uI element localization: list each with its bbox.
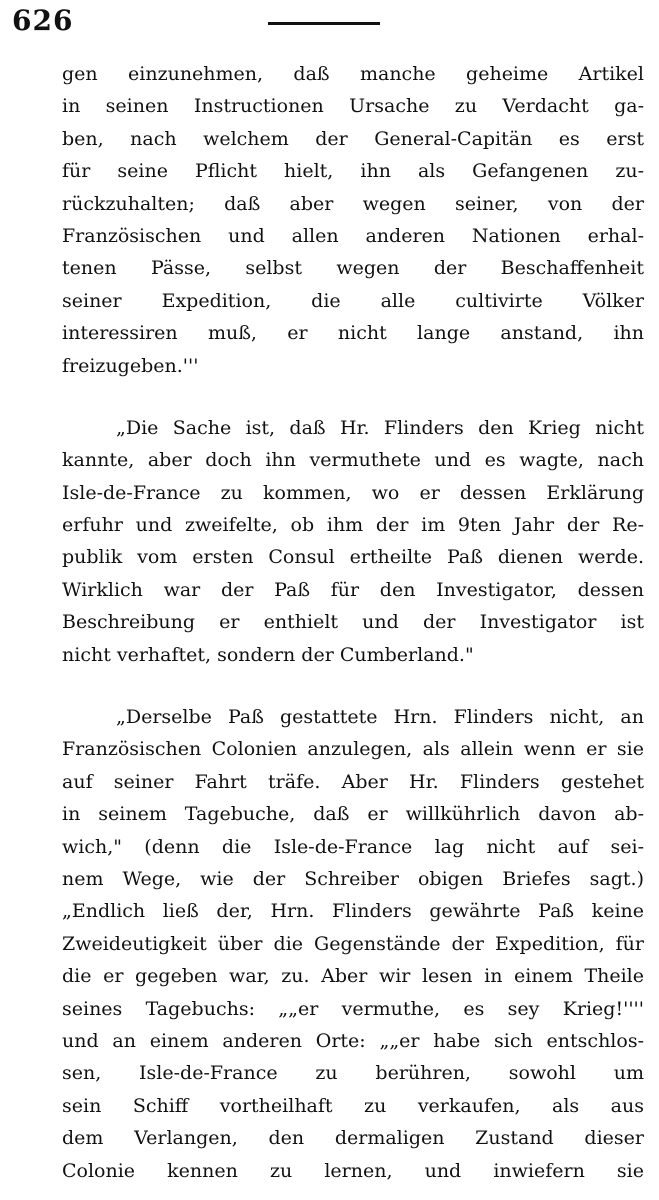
text-line: „Derselbe Paß gestattete Hrn. Flinders nicht, an — [116, 706, 644, 729]
text-line: seines Tagebuchs: „„er vermuthe, es sey Krieg!'''' — [62, 997, 644, 1020]
paragraph — [62, 58, 644, 382]
text-line: Isle-de-France zu kommen, wo er dessen Erklärung — [62, 481, 644, 504]
text-line: tenen Pässe, selbst wegen der Beschaffenheit — [62, 257, 644, 280]
body-text — [62, 58, 644, 1187]
text-line: Zweideutigkeit über die Gegenstände der Expedition, für — [62, 932, 644, 955]
text-line: ben, nach welchem der General-Capitän es erst — [62, 127, 644, 150]
paragraph — [62, 701, 644, 1187]
paragraph — [62, 412, 644, 671]
text-line: rückzuhalten; daß aber wegen seiner, von der — [62, 192, 644, 215]
text-line: Wirklich war der Paß für den Investigator, dessen — [62, 578, 644, 601]
text-line: Beschreibung er enthielt und der Investigator ist — [62, 611, 644, 634]
header-rule — [268, 22, 380, 25]
text-line: sein Schiff vortheilhaft zu verkaufen, als aus — [62, 1094, 644, 1117]
text-line: Französischen Colonien anzulegen, als allein wenn er sie — [62, 738, 644, 761]
text-line: für seine Pflicht hielt, ihn als Gefangenen zu- — [62, 160, 644, 183]
text-line: interessiren muß, er nicht lange anstand, ihn — [62, 322, 644, 345]
text-line: kannte, aber doch ihn vermuthete und es wagte, nach — [62, 449, 644, 472]
text-line: Französischen und allen anderen Nationen erhal- — [62, 224, 644, 247]
text-line: nicht verhaftet, sondern der Cumberland." — [62, 643, 474, 666]
text-line: gen einzunehmen, daß manche geheime Artikel — [62, 63, 644, 85]
text-line: auf seiner Fahrt träfe. Aber Hr. Flinders gestehet — [62, 770, 644, 793]
text-line: Colonie kennen zu lernen, und inwiefern sie — [62, 1159, 644, 1182]
text-line: dem Verlangen, den dermaligen Zustand dieser — [62, 1127, 644, 1150]
text-line: die er gegeben war, zu. Aber wir lesen in einem Theile — [62, 965, 644, 988]
text-line: nem Wege, wie der Schreiber obigen Briefes sagt.) — [62, 867, 644, 890]
text-line: seiner Expedition, die alle cultivirte Völker — [62, 289, 644, 312]
text-line: „Endlich ließ der, Hrn. Flinders gewährte Paß keine — [62, 900, 644, 923]
text-line: publik vom ersten Consul ertheilte Paß dienen werde. — [62, 546, 644, 569]
text-line: „Die Sache ist, daß Hr. Flinders den Krieg nicht — [116, 416, 644, 439]
page-number: 626 — [12, 4, 74, 37]
paragraph-gap — [62, 382, 644, 412]
text-line: freizugeben.''' — [62, 354, 199, 377]
text-line: in seinem Tagebuche, daß er willkührlich davon ab- — [62, 803, 644, 826]
text-line: wich," (denn die Isle-de-France lag nicht auf sei- — [62, 835, 644, 858]
text-line: erfuhr und zweifelte, ob ihm der im 9ten Jahr der Re- — [62, 514, 644, 537]
text-line: sen, Isle-de-France zu berühren, sowohl um — [62, 1062, 644, 1085]
text-line: und an einem anderen Orte: „„er habe sich entschlos- — [62, 1029, 644, 1052]
text-line: in seinen Instructionen Ursache zu Verdacht ga- — [62, 95, 644, 118]
paragraph-gap — [62, 671, 644, 701]
